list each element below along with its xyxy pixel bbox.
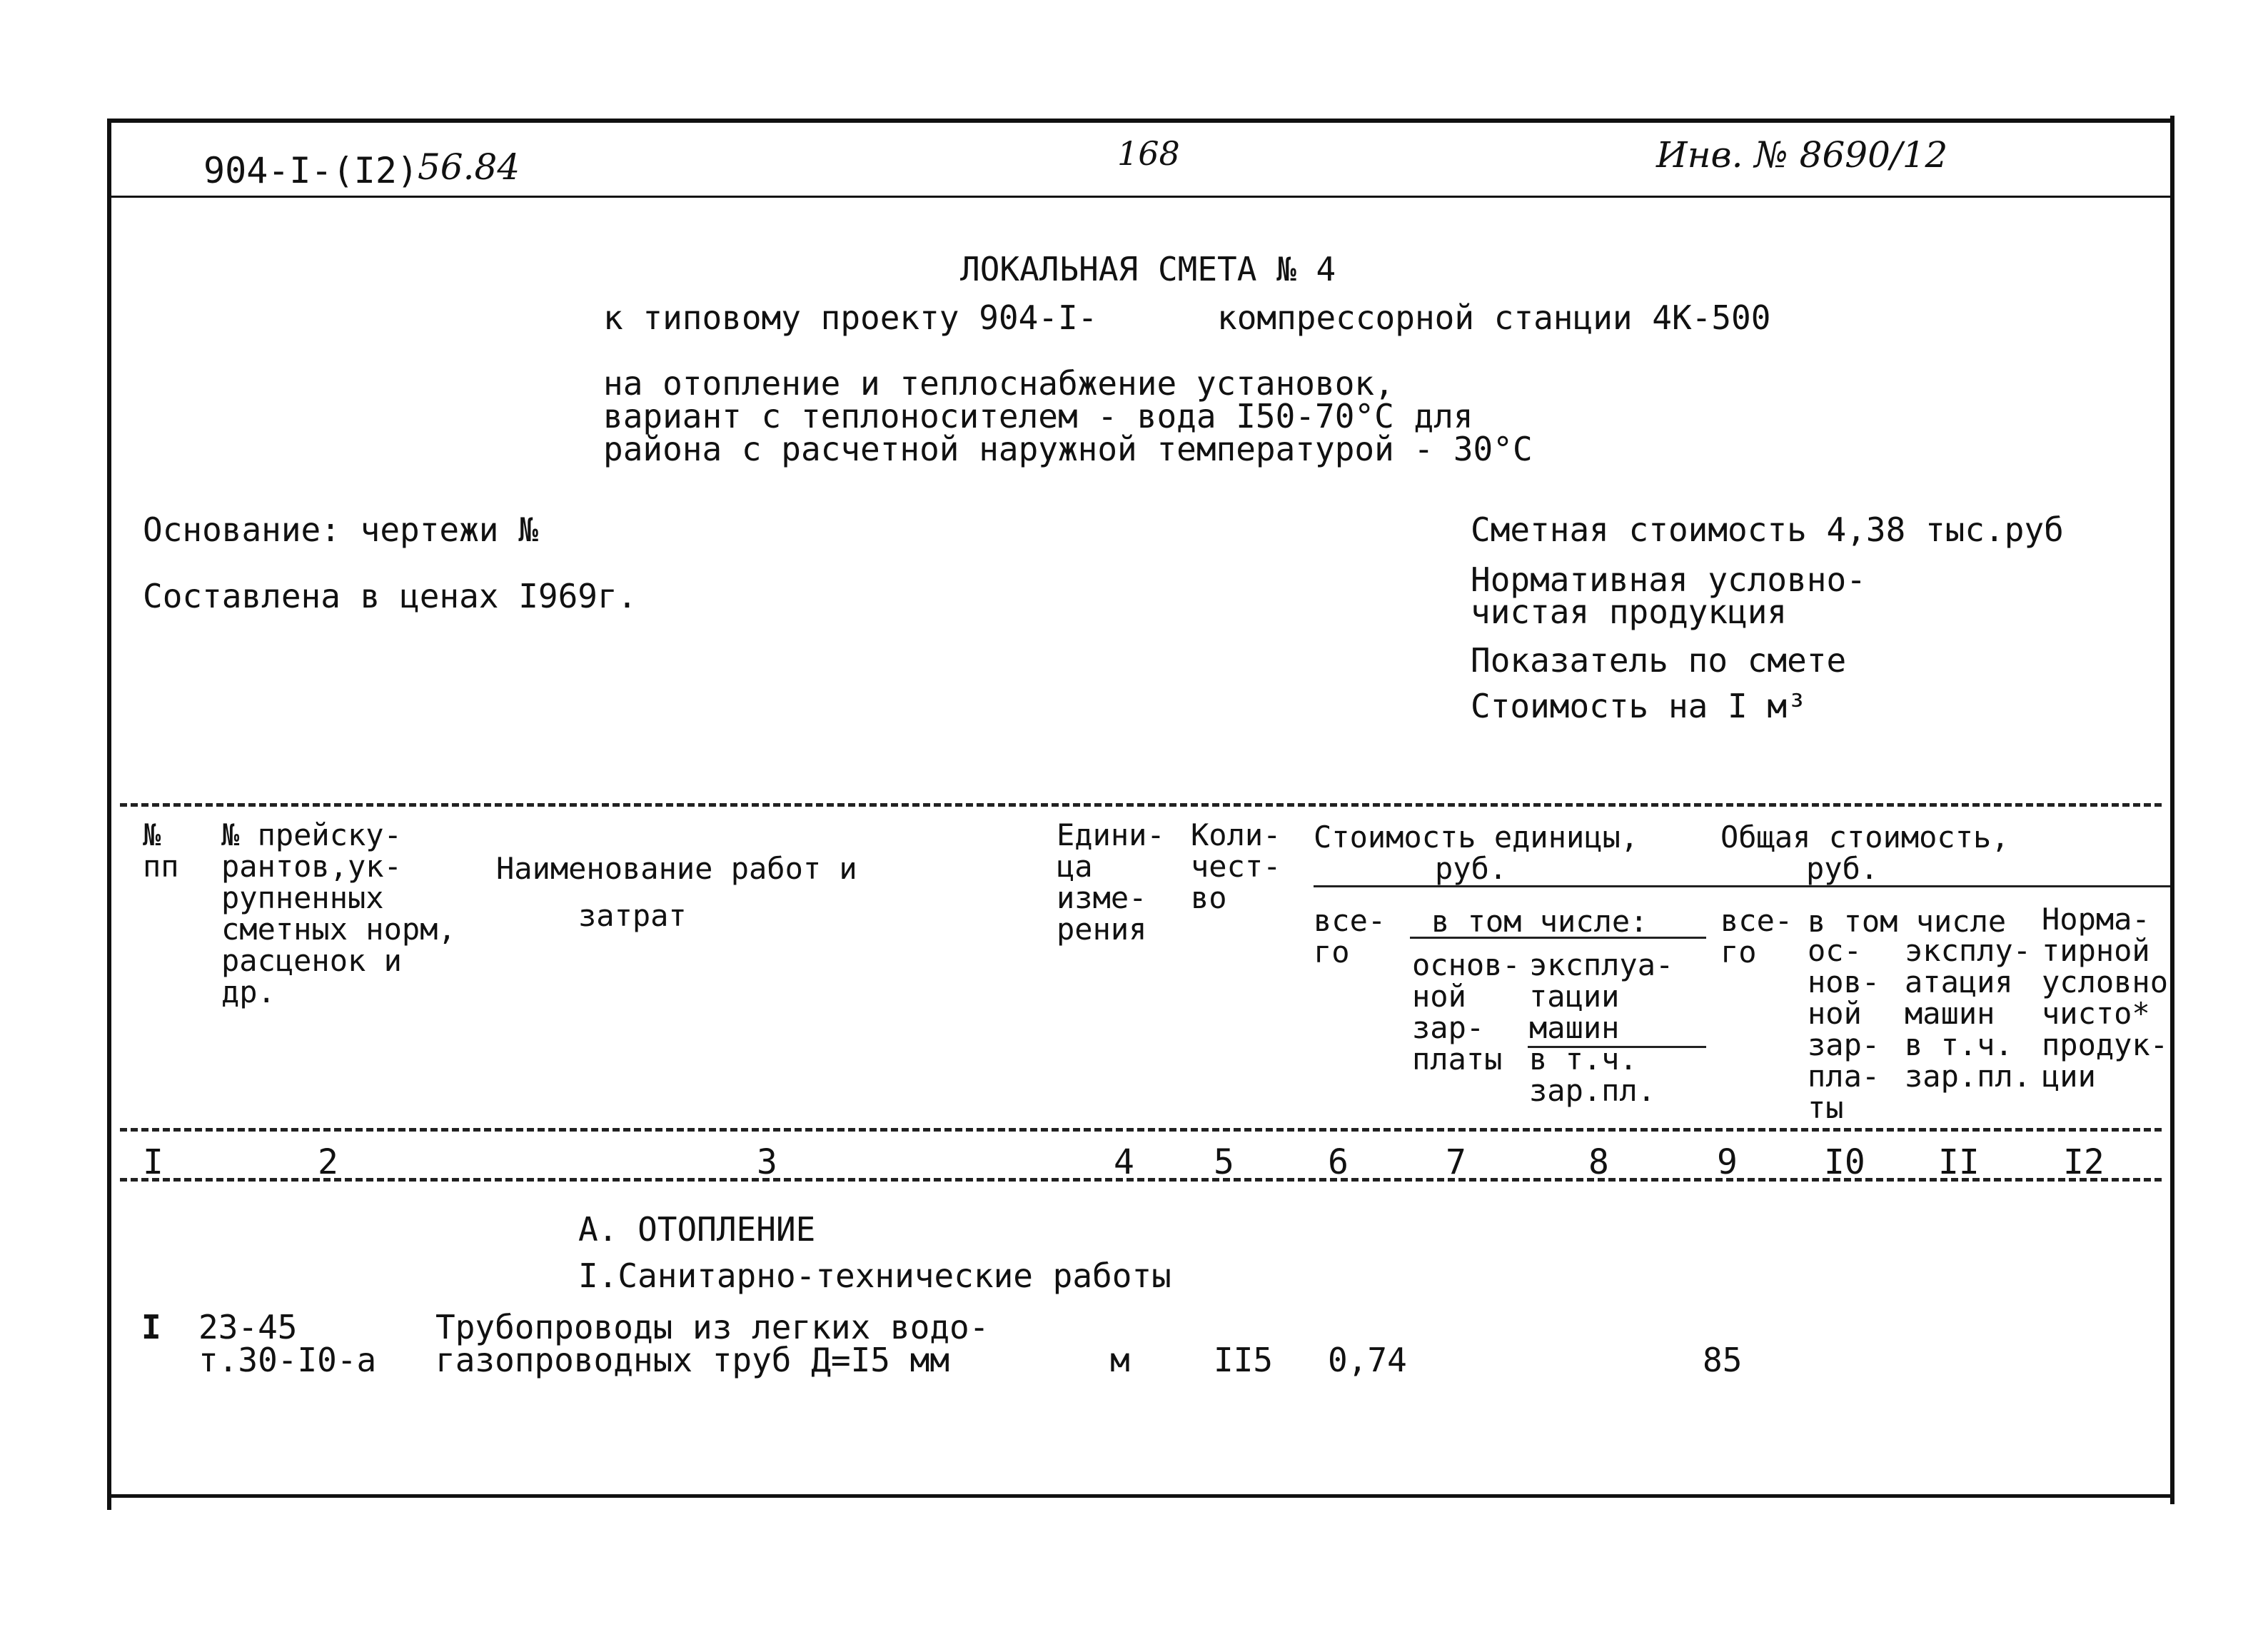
col-number-11: II <box>1938 1142 1980 1182</box>
normative-product-1: Нормативная условно- <box>1471 560 1866 599</box>
col-number-5: 5 <box>1214 1142 1234 1182</box>
col-header-unit-total: все- го <box>1314 903 1386 969</box>
cost-per-m3: Стоимость на I м³ <box>1471 687 1807 725</box>
col-number-8: 8 <box>1588 1142 1609 1182</box>
col-number-2: 2 <box>318 1142 338 1182</box>
col-header-total-wages: ос- нов- ной зар- пла- ты <box>1808 933 1880 1125</box>
row-number: I <box>141 1308 161 1346</box>
col-number-9: 9 <box>1717 1142 1738 1182</box>
row-quantity: II5 <box>1214 1341 1274 1379</box>
frame-top-border <box>107 119 2174 123</box>
col-header-unit: Едини- ца изме- рения <box>1057 817 1165 947</box>
row-name-2: газопроводных труб Д=I5 мм <box>435 1341 950 1379</box>
subject-line-1: на отопление и теплоснабжение установок, <box>603 364 1394 403</box>
col-number-4: 4 <box>1114 1142 1134 1182</box>
row-name-1: Трубопроводы из легких водо- <box>435 1308 989 1346</box>
inventory-number: Инв. № 8690/12 <box>1656 134 1948 176</box>
col-header-name-a: Наименование работ и <box>496 851 857 886</box>
document-code: 904-I-(I2) <box>203 150 419 191</box>
total-cost-group-rule <box>1713 885 2170 887</box>
unit-cost-group-rule <box>1314 885 1713 887</box>
subject-line-3: района с расчетной наружной температурой - 30°С <box>603 430 1533 468</box>
col-number-7: 7 <box>1446 1142 1466 1182</box>
unit-cost-group-title: Стоимость единицы, <box>1314 820 1639 855</box>
unit-cost-group-unit: руб. <box>1435 851 1508 886</box>
basis-prices: Составлена в ценах I969г. <box>143 577 637 615</box>
col-header-unit-machines: эксплуа- тации машин в т.ч. зар.пл. <box>1529 947 1674 1108</box>
col-header-quantity: Коли- чест- во <box>1191 817 1281 915</box>
frame-right-border <box>2170 116 2174 1504</box>
project-line-a: к типовому проекту 904-I- <box>603 298 1098 337</box>
row-unit: м <box>1110 1341 1130 1379</box>
col-number-10: I0 <box>1824 1142 1865 1182</box>
header-bottom-dashed-rule <box>120 1128 2162 1132</box>
table-top-dashed-rule <box>120 803 2162 807</box>
col-header-normative: Норма- тирной условно чисто* продук- ции <box>2042 902 2169 1094</box>
unit-incl-label: в том числе: <box>1431 904 1648 939</box>
col-number-1: I <box>143 1142 163 1182</box>
col-number-12: I2 <box>2063 1142 2105 1182</box>
total-cost-group-title: Общая стоимость, <box>1720 820 2010 855</box>
row-code-2: т.30-I0-а <box>198 1341 377 1379</box>
col-number-3: 3 <box>757 1142 777 1182</box>
total-cost-group-unit: руб. <box>1806 851 1879 886</box>
estimate-indicator: Показатель по смете <box>1471 641 1847 680</box>
col-header-pricelist: № прейску- рантов,ук- рупненных сметных норм, расценок и др. <box>221 817 456 1009</box>
row-unit-total: 0,74 <box>1328 1341 1407 1379</box>
normative-product-2: чистая продукция <box>1471 593 1788 631</box>
sheet-handwritten: 56.84 <box>418 146 520 188</box>
frame-left-border <box>107 121 111 1510</box>
project-line-b: компрессорной станции 4К-500 <box>1217 298 1771 337</box>
basis-drawings: Основание: чертежи № <box>143 510 538 549</box>
col-header-name-b: затрат <box>578 898 687 933</box>
col-header-total: все- го <box>1720 903 1793 969</box>
row-total: 85 <box>1703 1341 1743 1379</box>
document-title: ЛОКАЛЬНАЯ СМЕТА № 4 <box>960 250 1336 288</box>
col-header-unit-wages: основ- ной зар- платы <box>1412 947 1521 1077</box>
estimated-cost: Сметная стоимость 4,38 тыс.руб <box>1471 510 2064 549</box>
row-code-1: 23-45 <box>198 1308 298 1346</box>
subsection-heading-plumbing: I.Санитарно-технические работы <box>578 1256 1171 1295</box>
page-number: 168 <box>1117 134 1180 173</box>
header-rule <box>111 196 2170 198</box>
subject-line-2: вариант с теплоносителем - вода I50-70°С для <box>603 397 1473 435</box>
col-number-6: 6 <box>1328 1142 1349 1182</box>
section-heading-heating: А. ОТОПЛЕНИЕ <box>578 1210 816 1249</box>
total-incl-label: в том числе <box>1808 904 2007 939</box>
col-header-total-machines: эксплу- атация машин в т.ч. зар.пл. <box>1905 933 2032 1094</box>
col-header-num: № пп <box>143 817 179 884</box>
frame-bottom-border <box>107 1494 2174 1498</box>
